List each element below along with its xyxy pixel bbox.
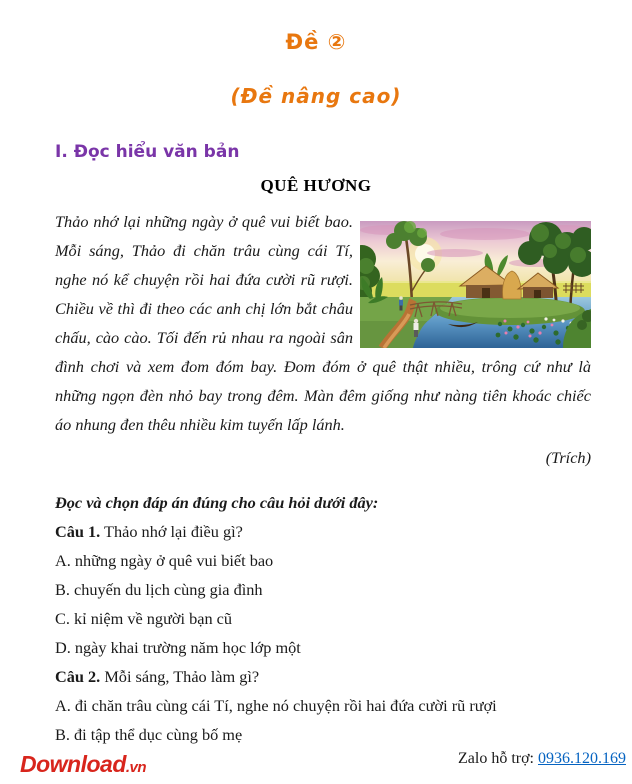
question-2-text: Mỗi sáng, Thảo làm gì? — [104, 667, 260, 686]
countryside-painting — [360, 221, 591, 348]
question-2 — [55, 662, 591, 691]
passage-text: Thảo nhớ lại những ngày ở quê vui biết bao. Mỗi sáng, Thảo đi chăn trâu cùng cái Tí, nghe nó kể chuyện rồi hai đứa cười rũ rượi. Chiều về thì đi theo các anh chị lớn bắt châu chấu, cào cào. Tối đến rủ nhau ra ngoài sân đình chơi và xem đom đóm bay. Đom đóm ở quê thật nhiều, trông cứ như là những ngọn đèn nhỏ bay trong đêm. Màn đêm giống như nàng tiên khoác chiếc áo nhung đen thêu nhiều kim tuyến lấp lánh. — [55, 212, 591, 434]
section-heading: I. Đọc hiểu văn bản — [55, 142, 240, 162]
question-2-option-b: B. đi tập thể dục cùng bố mẹ — [55, 725, 243, 744]
question-1-option-a: A. những ngày ở quê vui biết bao — [55, 551, 274, 570]
instruction-line: Đọc và chọn đáp án đúng cho câu hỏi dưới đây: — [55, 493, 379, 512]
doc-subtitle: (Đề nâng cao) — [230, 84, 402, 108]
logo-main-text: Download — [20, 751, 126, 777]
questions-section — [55, 488, 591, 749]
question-1-option-c: C. kỉ niệm về người bạn cũ — [55, 609, 233, 628]
reading-passage — [55, 207, 591, 439]
question-2-option-a: A. đi chăn trâu cùng cái Tí, nghe nó chuyện rồi hai đứa cười rũ rượi — [55, 696, 497, 715]
question-1-option-d: D. ngày khai trường năm học lớp một — [55, 638, 301, 657]
support-phone-link[interactable]: 0936.120.169 — [538, 749, 626, 767]
reading-title: QUÊ HƯƠNG — [260, 176, 372, 195]
question-1-option-b: B. chuyến du lịch cùng gia đình — [55, 580, 263, 599]
passage-source: (Trích) — [545, 448, 591, 467]
doc-title: Đề ② — [285, 30, 347, 54]
logo-suffix-text: .vn — [125, 759, 147, 776]
question-2-label: Câu 2. — [55, 667, 101, 686]
question-1-label: Câu 1. — [55, 522, 101, 541]
footer-support — [458, 749, 626, 768]
download-vn-logo — [20, 753, 146, 776]
question-1 — [55, 517, 591, 546]
support-label: Zalo hỗ trợ: — [458, 749, 538, 767]
question-1-text: Thảo nhớ lại điều gì? — [104, 522, 243, 541]
